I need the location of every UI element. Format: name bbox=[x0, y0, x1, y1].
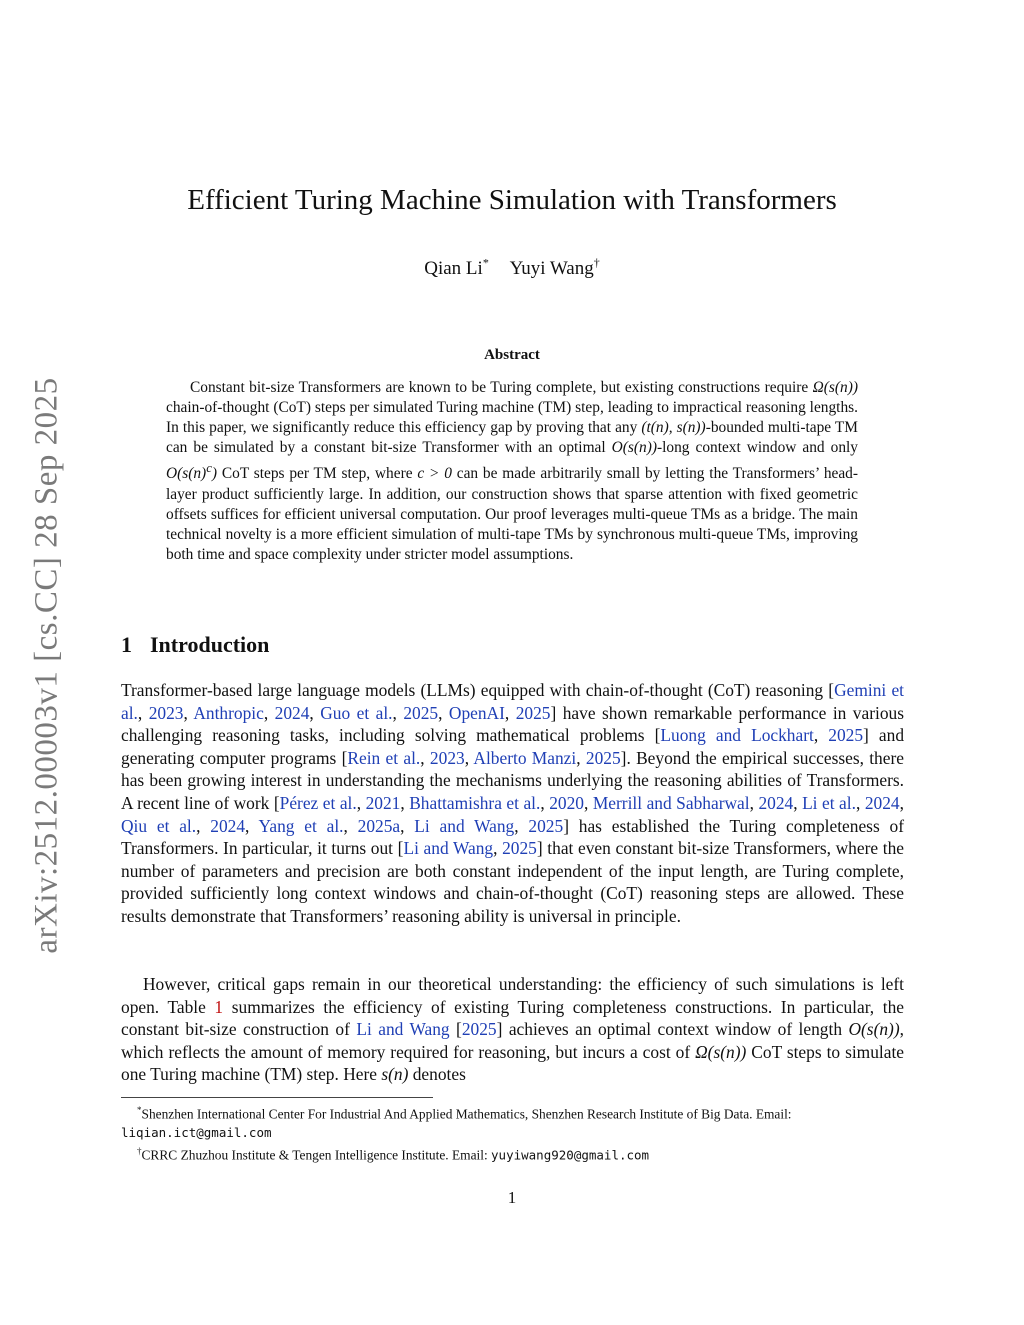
email-link[interactable]: yuyiwang920@gmail.com bbox=[491, 1147, 650, 1163]
citation-link[interactable]: 2024 bbox=[758, 792, 794, 813]
citation-link[interactable]: Pérez et al. bbox=[279, 792, 357, 813]
arxiv-identifier-text: arXiv:2512.00003v1 [cs.CC] 28 Sep 2025 bbox=[28, 376, 65, 954]
citation-link[interactable]: 2025 bbox=[461, 1019, 497, 1040]
section-number: 1 bbox=[121, 632, 132, 657]
citation-link[interactable]: Luong and Lockhart bbox=[660, 725, 814, 746]
citation-link[interactable]: 2021 bbox=[365, 792, 401, 813]
citation-link[interactable]: 2024 bbox=[864, 792, 900, 813]
footnote-affiliation-1: *Shenzhen International Center For Industrial And Applied Mathematics, Shenzhen Research Institute of Big Data. Email: liqian.ict@gmail.com bbox=[121, 1105, 792, 1140]
section-heading bbox=[121, 632, 269, 658]
intro-paragraph-2: However, critical gaps remain in our theoretical understanding: the efficiency of such simulations is left open. Table 1 summarizes the efficiency of existing Turing completeness constructions. In particular, the constant bit-size construction of Li and Wang [2025] achieves an optimal context window of length O(s(n)), which reflects the amount of memory required for reasoning, but incurs a cost of Ω(s(n)) CoT steps to simulate one Turing machine (TM) step. Here s(n) denotes bbox=[121, 974, 904, 1085]
arxiv-identifier bbox=[30, 370, 64, 960]
citation-link[interactable]: Li and Wang bbox=[356, 1019, 450, 1040]
paper-title: Efficient Turing Machine Simulation with Transformers bbox=[187, 184, 837, 216]
citation-link[interactable]: 2025 bbox=[403, 702, 439, 723]
email-link[interactable]: liqian.ict@gmail.com bbox=[121, 1124, 272, 1140]
citation-link[interactable]: 2023 bbox=[429, 747, 465, 768]
author: Yuyi Wang† bbox=[509, 256, 600, 280]
citation-link[interactable]: 2020 bbox=[549, 792, 584, 813]
citation-link[interactable]: Alberto Manzi bbox=[473, 747, 577, 768]
citation-link[interactable]: 2025 bbox=[828, 725, 864, 746]
citation-link[interactable]: 2025 bbox=[502, 838, 537, 859]
citation-link[interactable]: Li et al. bbox=[802, 792, 856, 813]
footnote-divider bbox=[121, 1097, 433, 1098]
citation-link[interactable]: Gemini et al. bbox=[121, 680, 904, 723]
citation-link[interactable]: Li and Wang bbox=[403, 838, 494, 859]
citation-link[interactable]: 2025 bbox=[528, 815, 564, 836]
citation-link[interactable]: 2023 bbox=[148, 702, 184, 723]
footnote-affiliation-2: †CRRC Zhuzhou Institute & Tengen Intelligence Institute. Email: yuyiwang920@gmail.com bbox=[137, 1146, 650, 1163]
author-list bbox=[0, 256, 1024, 280]
table-reference-link[interactable]: 1 bbox=[214, 996, 224, 1017]
citation-link[interactable]: 2025 bbox=[515, 702, 551, 723]
citation-link[interactable]: Qiu et al. bbox=[121, 815, 197, 836]
citation-link[interactable]: Rein et al. bbox=[347, 747, 421, 768]
citation-link[interactable]: Li and Wang bbox=[414, 815, 515, 836]
citation-link[interactable]: 2024 bbox=[210, 815, 246, 836]
footnotes bbox=[121, 1101, 904, 1165]
intro-paragraph-1: Transformer-based large language models (LLMs) equipped with chain-of-thought (CoT) reasoning [Gemini et al., 2023, Anthropic, 2024, Guo et al., 2025, OpenAI, 2025] have shown remarkable performance in various challenging reasoning tasks, including solving mathematical problems [Luong and Lockhart, 2025] and generating computer programs [Rein et al., 2023, Alberto Manzi, 2025]. Beyond the empirical successes, there has been growing interest in understanding the mechanisms underlying the reasoning abilities of Transformers. A recent line of work [Pérez et al., 2021, Bhattamishra et al., 2020, Merrill and Sabharwal, 2024, Li et al., 2024, Qiu et al., 2024, Yang et al., 2025a, Li and Wang, 2025] has established the Turing completeness of Transformers. In particular, it turns out [Li and Wang, 2025] that even constant bit-size Transformers, where the number of parameters and precision are both constant independent of the input length, are Turing complete, provided sufficiently long context windows and chain-of-thought (CoT) reasoning steps are allowed. These results demonstrate that Transformers’ reasoning ability is universal in principle. bbox=[121, 680, 905, 926]
author: Qian Li* bbox=[424, 256, 489, 280]
citation-link[interactable]: Guo et al. bbox=[320, 702, 393, 723]
citation-link[interactable]: Yang et al. bbox=[258, 815, 344, 836]
page-number: 1 bbox=[507, 1188, 517, 1207]
citation-link[interactable]: OpenAI bbox=[448, 702, 505, 723]
abstract-heading: Abstract bbox=[484, 347, 540, 363]
abstract-text: Constant bit-size Transformers are known to be Turing complete, but existing constructions require Ω(s(n)) chain-of-thought (CoT) steps per simulated Turing machine (TM) step, leading to impractical reasoning lengths. In this paper, we significantly reduce this efficiency gap by proving that any (t(n), s(n))-bounded multi-tape TM can be simulated by a constant bit-size Transformer with an optimal O(s(n))-long context window and only $O(s(n)^c)$ CoT steps per TM step, where c > 0 can be made arbitrarily small by letting the Transformers’ head-layer product sufficiently large. In addition, our construction shows that sparse attention with fixed geometric offsets suffices for efficient universal computation. Our proof leverages multi-queue TMs as a bridge. The main technical novelty is a more efficient simulation of multi-tape TMs by synchronous multi-queue TMs, improving both time and space complexity under stricter model assumptions. bbox=[166, 379, 858, 563]
citation-link[interactable]: Bhattamishra et al. bbox=[409, 792, 541, 813]
citation-link[interactable]: Merrill and Sabharwal bbox=[592, 792, 750, 813]
citation-link[interactable]: Anthropic bbox=[193, 702, 264, 723]
citation-link[interactable]: 2025a bbox=[357, 815, 401, 836]
section-title: Introduction bbox=[150, 632, 270, 657]
citation-link[interactable]: 2024 bbox=[274, 702, 310, 723]
citation-link[interactable]: 2025 bbox=[585, 747, 621, 768]
